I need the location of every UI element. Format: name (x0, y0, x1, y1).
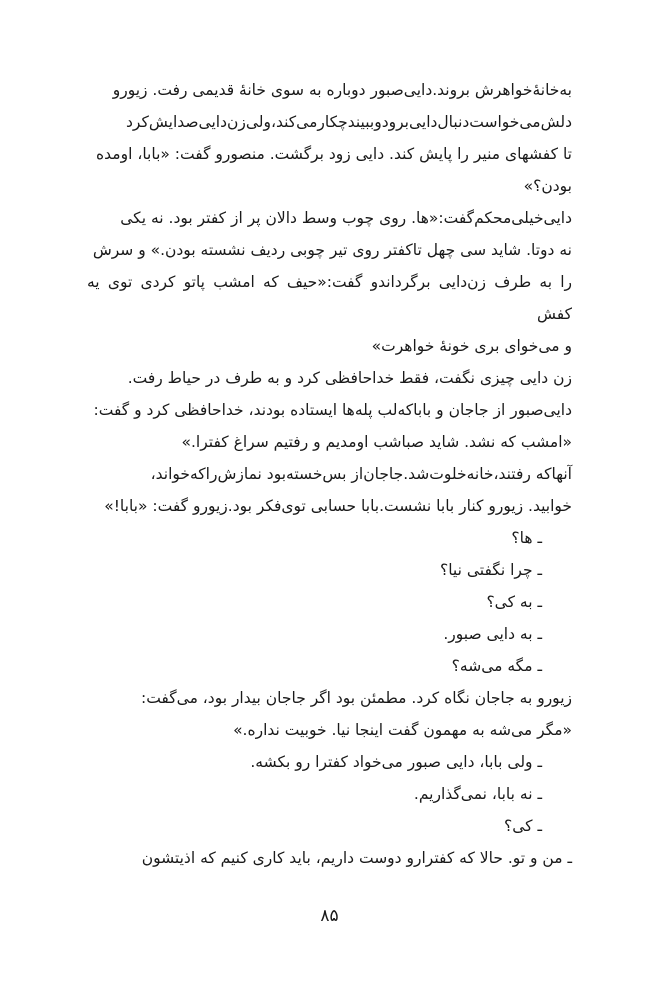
text-line: زیورو به جاجان نگاه کرد. مطمئن بود اگر جاجان بیدار بود، می‌گفت: (140, 689, 572, 707)
text-line: زن دایی چیزی نگفت، فقط خداحافظی کرد و به طرف در حیاط رفت. (127, 369, 572, 387)
page-number: ۸۵ (320, 906, 339, 926)
dialogue-line: ـ به کی؟ (486, 593, 542, 611)
text-line: خوابید. زیورو کنار بابا نشست.بابا حسابی توی‌فکر بود.زیورو گفت: «بابا!» (104, 497, 572, 515)
dialogue-line: ـ چرا نگفتی نیا؟ (439, 561, 542, 579)
text-line: را به طرف زن‌دایی برگرداندو گفت:«حیف که امشب پاتو کردی توی یه کفش (87, 273, 572, 323)
text-line: و می‌خوای بری خونهٔ خواهرت» (371, 337, 572, 355)
dialogue-line: ـ ولی بابا، دایی صبور می‌خواد کفترا رو بکشه. (250, 753, 542, 771)
page-body-text (87, 74, 572, 874)
text-line: نه دوتا. شاید سی چهل تاکفتر روی تیر چوبی ردیف نشسته بودن.» و سرش (92, 241, 572, 259)
dialogue-line: ـ مگه می‌شه؟ (451, 657, 542, 675)
text-line: بودن؟» (523, 177, 572, 195)
dialogue-line: ـ نه بابا، نمی‌گذاریم. (413, 785, 542, 803)
text-line: دایی‌صبور از جاجان و باباکه‌لب پله‌ها ایستاده بودند، خداحافظی کرد و گفت: (93, 401, 572, 419)
dialogue-line: ـ به دایی صبور. (443, 625, 542, 643)
text-line: دایی‌خیلی‌محکم‌گفت:«ها. روی چوب وسط دالان پر از کفتر بود. نه یکی (120, 209, 572, 227)
text-line: «مگر می‌شه به مهمون گفت اینجا نیا. خوبیت نداره.» (233, 721, 572, 739)
text-line: دلش‌می‌خواست‌دنبال‌دایی‌برودوببیندچکارمی‌کند،ولی‌زن‌دایی‌صدایش‌کرد (126, 113, 572, 131)
dialogue-line: ـ کی؟ (504, 817, 542, 835)
text-line: تا کفشهای منیر را پایش کند. دایی زود برگشت. منصورو گفت: «بابا، اومده (96, 145, 572, 163)
text-line: آنهاکه رفتند،خانه‌خلوت‌شد.جاجان‌از بس‌خسته‌بود نمازش‌راکه‌خواند، (150, 465, 572, 483)
text-line: ـ من و تو. حالا که کفترارو دوست داریم، باید کاری کنیم که اذیتشون (141, 849, 572, 867)
text-line: به‌خانهٔ‌خواهرش بروند.دایی‌صبور دوباره به سوی خانهٔ قدیمی رفت. زیورو (112, 81, 572, 99)
text-line: «امشب که نشد. شاید صباشب اومدیم و رفتیم سراغ کفترا.» (181, 433, 572, 451)
dialogue-line: ـ ها؟ (511, 529, 542, 547)
